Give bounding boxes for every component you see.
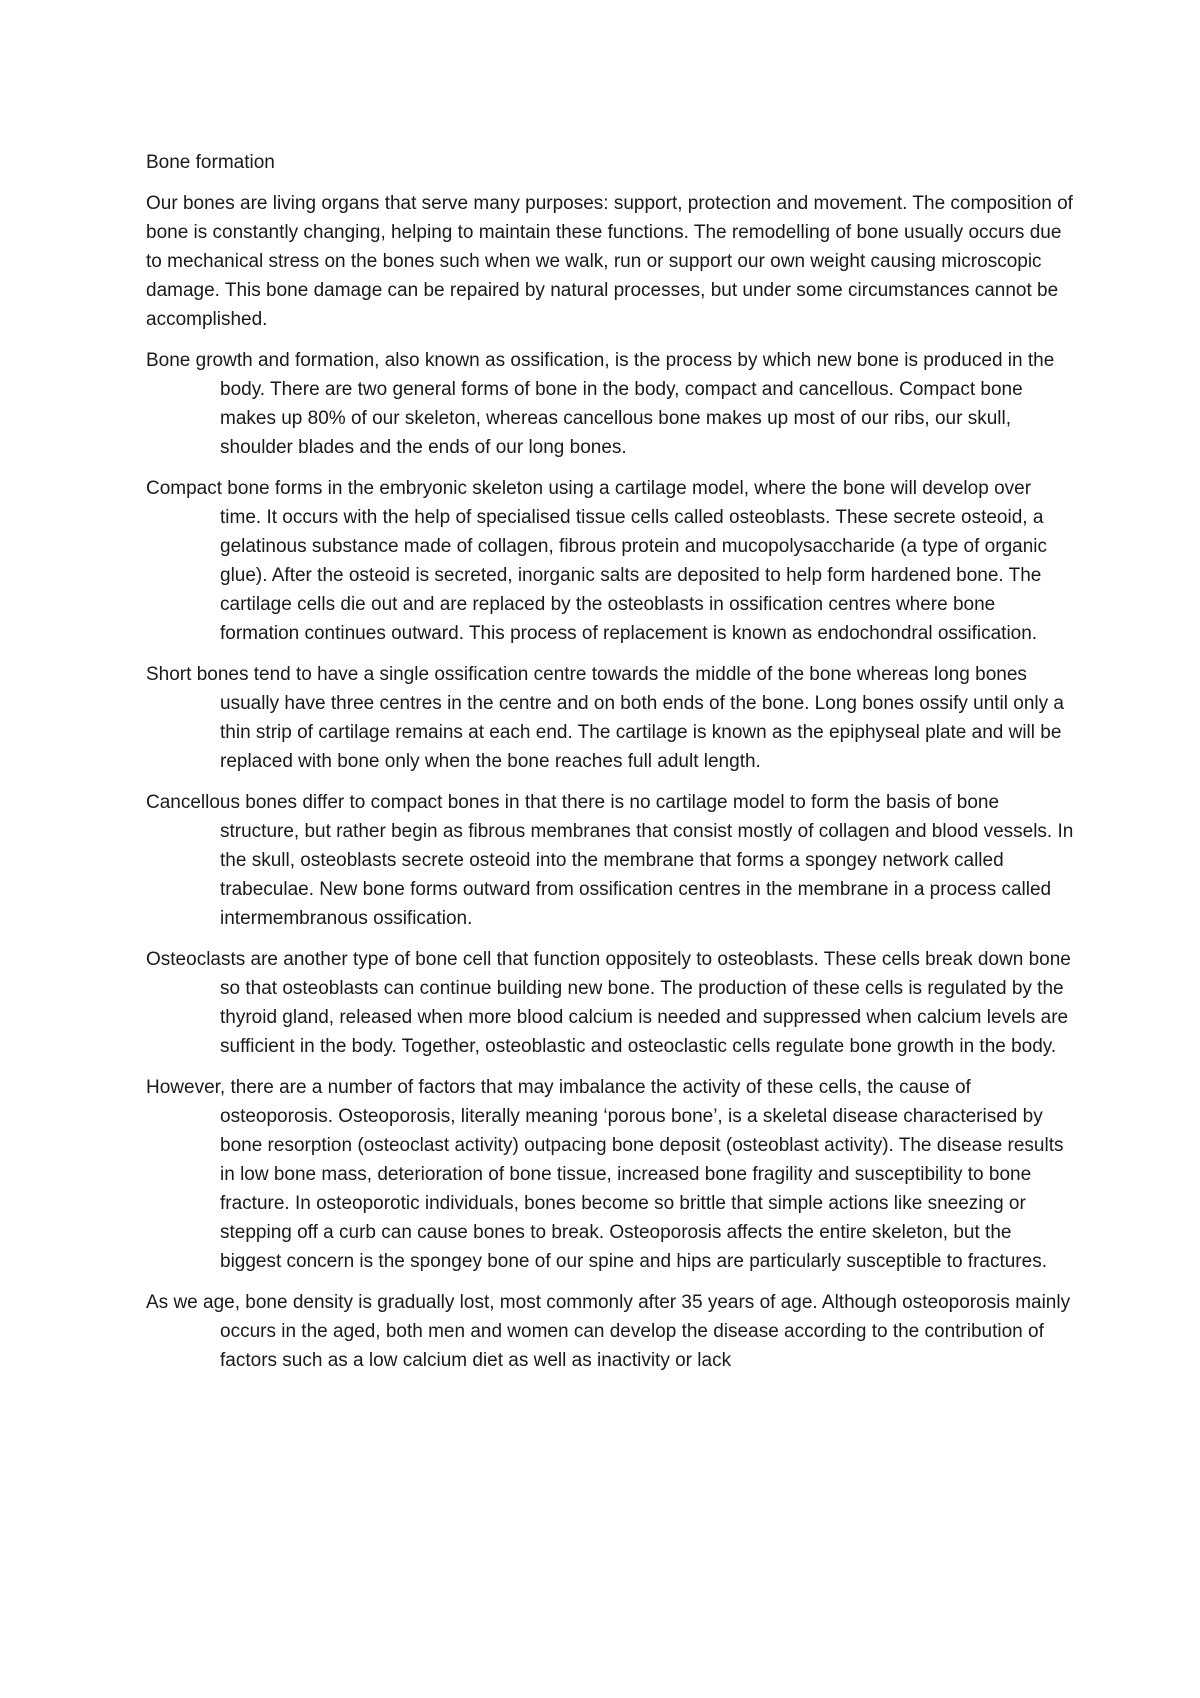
paragraph-short-bones: Short bones tend to have a single ossification centre towards the middle of the bone whereas long bones usually have three centres in the centre and on both ends of the bone. Long bones ossify until only a thin strip of cartilage remains at each end. The cartilage is known as the epiphyseal plate and will be replaced with bone only when the bone reaches full adult length.	[146, 664, 1064, 772]
paragraph-osteoporosis: However, there are a number of factors that may imbalance the activity of these cells, the cause of osteoporosis. Osteoporosis, literally meaning ‘porous bone’, is a skeletal disease characterised by bone resorption (osteoclast activity) outpacing bone deposit (osteoblast activity). The disease results in low bone mass, deterioration of bone tissue, increased bone fragility and susceptibility to bone fracture. In osteoporotic individuals, bones become so brittle that simple actions like sneezing or stepping off a curb can cause bones to break. Osteoporosis affects the entire skeleton, but the biggest concern is the spongey bone of our spine and hips are particularly susceptible to fractures.	[146, 1077, 1064, 1272]
paragraph-compact-bone: Compact bone forms in the embryonic skeleton using a cartilage model, where the bone will develop over time. It occurs with the help of specialised tissue cells called osteoblasts. These secrete osteoid, a gelatinous substance made of collagen, fibrous protein and mucopolysaccharide (a type of organic glue). After the osteoid is secreted, inorganic salts are deposited to help form hardened bone. The cartilage cells die out and are replaced by the osteoblasts in ossification centres where bone formation continues outward. This process of replacement is known as endochondral ossification.	[146, 478, 1048, 644]
paragraph-cancellous-bones: Cancellous bones differ to compact bones in that there is no cartilage model to form the basis of bone structure, but rather begin as fibrous membranes that consist mostly of collagen and blood vessels. In the skull, osteoblasts secrete osteoid into the membrane that forms a spongey network called trabeculae. New bone forms outward from ossification centres in the membrane in a process called intermembranous ossification.	[146, 792, 1074, 929]
paragraph-aging: As we age, bone density is gradually lost, most commonly after 35 years of age. Although osteoporosis mainly occurs in the aged, both men and women can develop the disease according to the contribution of factors such as a low calcium diet as well as inactivity or lack	[146, 1292, 1071, 1371]
paragraph-ossification: Bone growth and formation, also known as ossification, is the process by which new bone is produced in the body. There are two general forms of bone in the body, compact and cancellous. Compact bone makes up 80% of our skeleton, whereas cancellous bone makes up most of our ribs, our skull, shoulder blades and the ends of our long bones.	[146, 350, 1055, 458]
paragraph-osteoclasts: Osteoclasts are another type of bone cell that function oppositely to osteoblasts. These cells break down bone so that osteoblasts can continue building new bone. The production of these cells is regulated by the thyroid gland, released when more blood calcium is needed and suppressed when calcium levels are sufficient in the body. Together, osteoblastic and osteoclastic cells regulate bone growth in the body.	[146, 949, 1071, 1057]
paragraph-intro: Our bones are living organs that serve many purposes: support, protection and movement. The composition of bone is constantly changing, helping to maintain these functions. The remodelling of bone usually occurs due to mechanical stress on the bones such when we walk, run or support our own weight causing microscopic damage. This bone damage can be repaired by natural processes, but under some circumstances cannot be accomplished.	[146, 193, 1073, 330]
document-body	[146, 148, 1074, 1387]
document-title: Bone formation	[146, 152, 275, 173]
